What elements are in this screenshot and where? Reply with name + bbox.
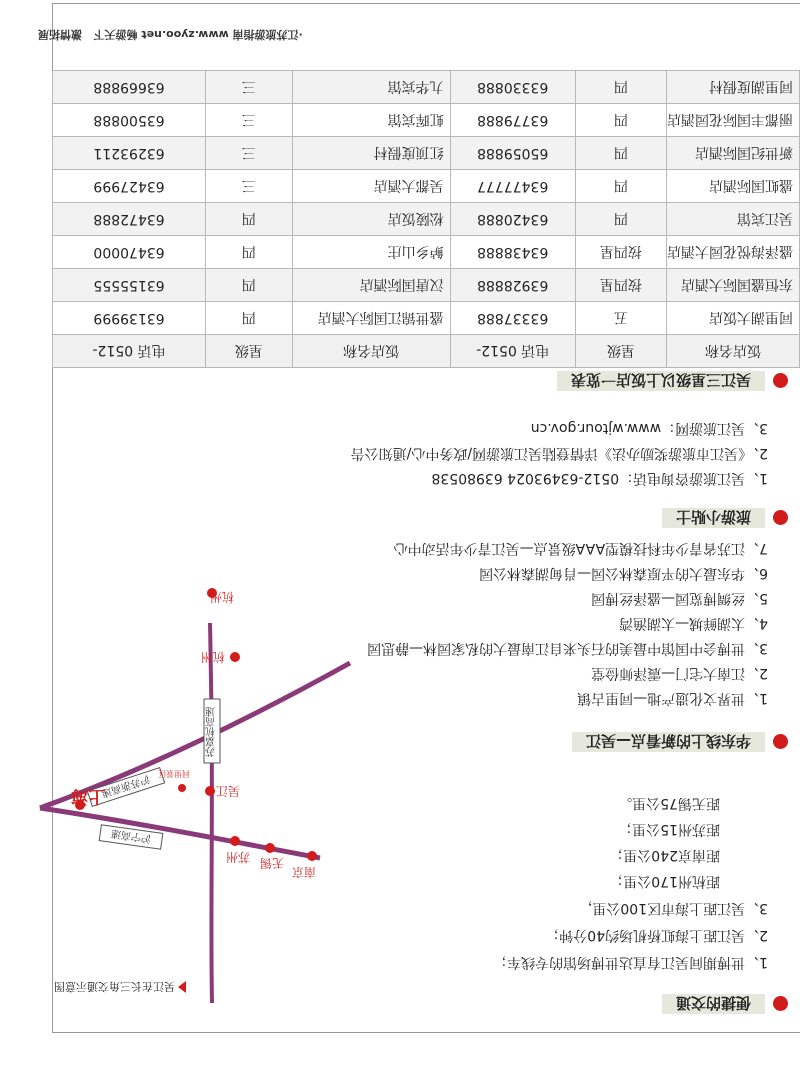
table-cell: 三 xyxy=(206,104,293,137)
table-cell: 五 xyxy=(575,302,666,335)
table-cell: 吴都大酒店 xyxy=(292,170,450,203)
table-cell: 63139999 xyxy=(53,302,206,335)
table-header-row xyxy=(53,335,800,368)
table-cell: 新世纪国际酒店 xyxy=(667,137,800,170)
column-header: 饭店名称 xyxy=(667,335,800,368)
svg-text:杭州: 杭州 xyxy=(209,590,234,604)
table-cell: 63500888 xyxy=(53,104,206,137)
attraction-item: 1、世界文化遗产地—同里古镇 xyxy=(577,690,768,706)
bullet-dot-icon xyxy=(773,374,788,389)
table-cell: 63438888 xyxy=(450,236,575,269)
footer-left: 激情拓展 xyxy=(38,28,82,41)
table-cell: 三 xyxy=(206,137,293,170)
footer-site: 畅游天下 xyxy=(93,28,138,41)
page-footer xyxy=(38,27,328,43)
attraction-item: 2、江南大宅门—震泽师俭堂 xyxy=(591,665,768,681)
table-cell: 虹晖宾馆 xyxy=(292,104,450,137)
table-cell: 按四星 xyxy=(575,236,666,269)
table-cell: 四 xyxy=(575,104,666,137)
traffic-heading-text: 便捷的交通 xyxy=(662,994,765,1014)
table-cell: 按四星 xyxy=(575,269,666,302)
table-cell: 红顶度假村 xyxy=(292,137,450,170)
table-cell: 63155555 xyxy=(53,269,206,302)
svg-text:吴江在长三角交通示意图: 吴江在长三角交通示意图 xyxy=(54,980,175,993)
traffic-line: 1、世博期间吴江有直达世博场馆的专线车； xyxy=(493,954,768,970)
table-cell: 松陵饭店 xyxy=(292,203,450,236)
svg-text:上海: 上海 xyxy=(71,786,105,806)
bullet-dot-icon xyxy=(773,735,788,750)
table-cell: 东恒盛国际大酒店 xyxy=(667,269,800,302)
table-row xyxy=(53,236,800,269)
table-row xyxy=(53,71,800,104)
road-label-su-jia-hang xyxy=(204,699,220,763)
table-cell: 63477777 xyxy=(450,170,575,203)
hotels-heading xyxy=(557,370,788,392)
hotels-heading-text: 吴江三星级以上饭店一览表 xyxy=(557,371,765,391)
attractions-heading xyxy=(572,731,788,753)
table-row xyxy=(53,170,800,203)
svg-text:南京: 南京 xyxy=(291,865,316,879)
tips-heading xyxy=(662,507,788,529)
table-cell: 鲈乡山庄 xyxy=(292,236,450,269)
table-cell: 同里湖大饭店 xyxy=(667,302,800,335)
su-jia-hang-road xyxy=(210,623,212,1003)
column-header: 星级 xyxy=(206,335,293,368)
table-row xyxy=(53,104,800,137)
table-cell: 汉唐国际酒店 xyxy=(292,269,450,302)
table-row xyxy=(53,269,800,302)
table-cell: 63337888 xyxy=(450,302,575,335)
table-cell: 盛虹国际酒店 xyxy=(667,170,800,203)
table-cell: 63470000 xyxy=(53,236,206,269)
table-cell: 63427999 xyxy=(53,170,206,203)
city-hangzhou-marker: 杭州 xyxy=(201,649,240,668)
table-cell: 丽都丰国际花园酒店 xyxy=(667,104,800,137)
table-cell: 盛泽海悦花园大酒店 xyxy=(667,236,800,269)
traffic-map-svg xyxy=(40,590,340,1003)
column-header: 饭店名称 xyxy=(292,335,450,368)
table-row xyxy=(53,137,800,170)
table-cell: 四 xyxy=(575,170,666,203)
traffic-line: 3、吴江距上海市区100公里， xyxy=(578,900,768,916)
table-row xyxy=(53,302,800,335)
attraction-item: 6、华东最大的平原森林公园—肖甸湖森林公园 xyxy=(479,565,768,581)
map-title xyxy=(54,980,186,994)
svg-text:沪宁高速: 沪宁高速 xyxy=(110,827,152,844)
table-cell: 63928888 xyxy=(450,269,575,302)
bullet-dot-icon xyxy=(773,997,788,1012)
tips-heading-text: 旅游小贴士 xyxy=(662,508,765,528)
table-row xyxy=(53,203,800,236)
table-cell: 65059888 xyxy=(450,137,575,170)
table-cell: 63293211 xyxy=(53,137,206,170)
table-cell: 63330888 xyxy=(450,71,575,104)
footer-rest: ·江苏旅游指南 www.zyoo.net xyxy=(141,28,303,41)
svg-text:吴江: 吴江 xyxy=(215,784,240,798)
city-shanghai xyxy=(70,786,105,810)
table-cell: 四 xyxy=(575,137,666,170)
attraction-item: 7、江苏省青少年科技模型AAA级景点—吴江青少年活动中心 xyxy=(393,540,768,556)
attraction-item: 3、世博会中国馆中最美的石头来自江南最大的私家园林—静思园 xyxy=(367,640,768,656)
table-cell: 四 xyxy=(206,203,293,236)
table-cell: 三 xyxy=(206,170,293,203)
traffic-line: 2、吴江距上海虹桥机场约40分钟； xyxy=(545,927,768,943)
column-header: 电话 0512- xyxy=(450,335,575,368)
table-cell: 同里湖度假村 xyxy=(667,71,800,104)
table-cell: 四 xyxy=(575,203,666,236)
tip-item: 3、吴江旅游网：www.wjtour.gov.cn xyxy=(530,420,768,436)
city-hangzhou xyxy=(207,588,234,605)
tip-item: 2、《吴江市旅游奖励办法》详情登陆吴江旅游网/政务中心/通知公告 xyxy=(350,445,768,461)
attraction-item: 4、太湖鲜城—太湖渔湾 xyxy=(619,615,768,631)
hotel-table xyxy=(52,70,800,368)
column-header: 电话 0512- xyxy=(53,335,206,368)
traffic-line: 距无锡75公里。 xyxy=(618,795,720,811)
svg-text:苏嘉杭高速: 苏嘉杭高速 xyxy=(206,707,218,757)
table-cell: 吴江宾馆 xyxy=(667,203,800,236)
traffic-line: 距杭州170公里； xyxy=(609,873,720,889)
table-cell: 四 xyxy=(206,302,293,335)
table-cell: 63779888 xyxy=(450,104,575,137)
table-cell: 九华宾馆 xyxy=(292,71,450,104)
traffic-line: 距苏州15公里； xyxy=(618,821,720,837)
traffic-heading xyxy=(662,993,788,1015)
table-cell: 四 xyxy=(206,269,293,302)
svg-text:同里景区: 同里景区 xyxy=(158,769,190,778)
tip-item: 1、吴江旅游咨询电话：0512-63493024 63980538 xyxy=(431,470,768,486)
table-cell: 盛世锦江国际大酒店 xyxy=(292,302,450,335)
attraction-item: 5、丝绸博览园—盛泽丝博园 xyxy=(591,590,768,606)
table-cell: 63472888 xyxy=(53,203,206,236)
city-wujiang xyxy=(205,784,240,798)
attractions-heading-text: 华东线上的新看点—吴江 xyxy=(572,732,765,752)
svg-text:无锡: 无锡 xyxy=(259,856,284,870)
traffic-map xyxy=(40,590,340,1003)
triangle-icon xyxy=(178,981,186,993)
table-cell: 四 xyxy=(206,236,293,269)
table-cell: 63669888 xyxy=(53,71,206,104)
svg-text:沪苏浙高速: 沪苏浙高速 xyxy=(100,772,152,799)
table-cell: 四 xyxy=(575,71,666,104)
table-cell: 63420888 xyxy=(450,203,575,236)
hu-ning-road xyxy=(40,808,320,858)
column-header: 星级 xyxy=(575,335,666,368)
bullet-dot-icon xyxy=(773,511,788,526)
svg-text:苏州: 苏州 xyxy=(225,850,250,864)
table-cell: 三 xyxy=(206,71,293,104)
traffic-line: 距南京240公里； xyxy=(609,847,720,863)
